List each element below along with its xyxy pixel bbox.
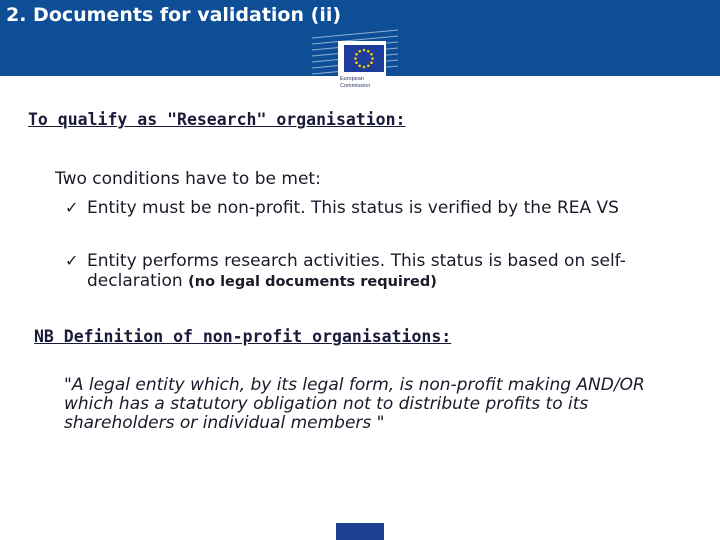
condition-text [87, 198, 695, 218]
condition-text-main: Entity performs research activities. This status is based on self-declaration [87, 251, 626, 291]
eu-stars-icon [344, 45, 384, 72]
slide-title: 2. Documents for validation (ii) [6, 4, 342, 26]
eu-flag-icon [344, 45, 384, 72]
logo-text [340, 76, 392, 90]
nb-definition-heading: NB Definition of non-profit organisations: [34, 327, 452, 346]
european-commission-logo [312, 24, 398, 98]
condition-item [65, 251, 695, 292]
checkmark-icon: ✓ [65, 251, 79, 270]
research-organisation-heading: To qualify as "Research" organisation: [28, 110, 406, 129]
non-profit-definition: "A legal entity which, by its legal form, is non-profit making AND/OR which has a statutory obligation not to distribute profits to its shareholders or individual members " [64, 375, 645, 433]
condition-text-main: Entity must be non-profit. This status is verified by the REA VS [87, 198, 619, 218]
logo-text-line2: Commission [340, 83, 371, 89]
condition-item [65, 198, 695, 218]
footer-flag-icon [336, 523, 384, 540]
condition-text [87, 251, 695, 292]
checkmark-icon: ✓ [65, 198, 79, 217]
conditions-intro: Two conditions have to be met: [55, 169, 321, 189]
condition-emphasis: (no legal documents required) [188, 274, 437, 290]
logo-text-line1: European [340, 76, 364, 82]
